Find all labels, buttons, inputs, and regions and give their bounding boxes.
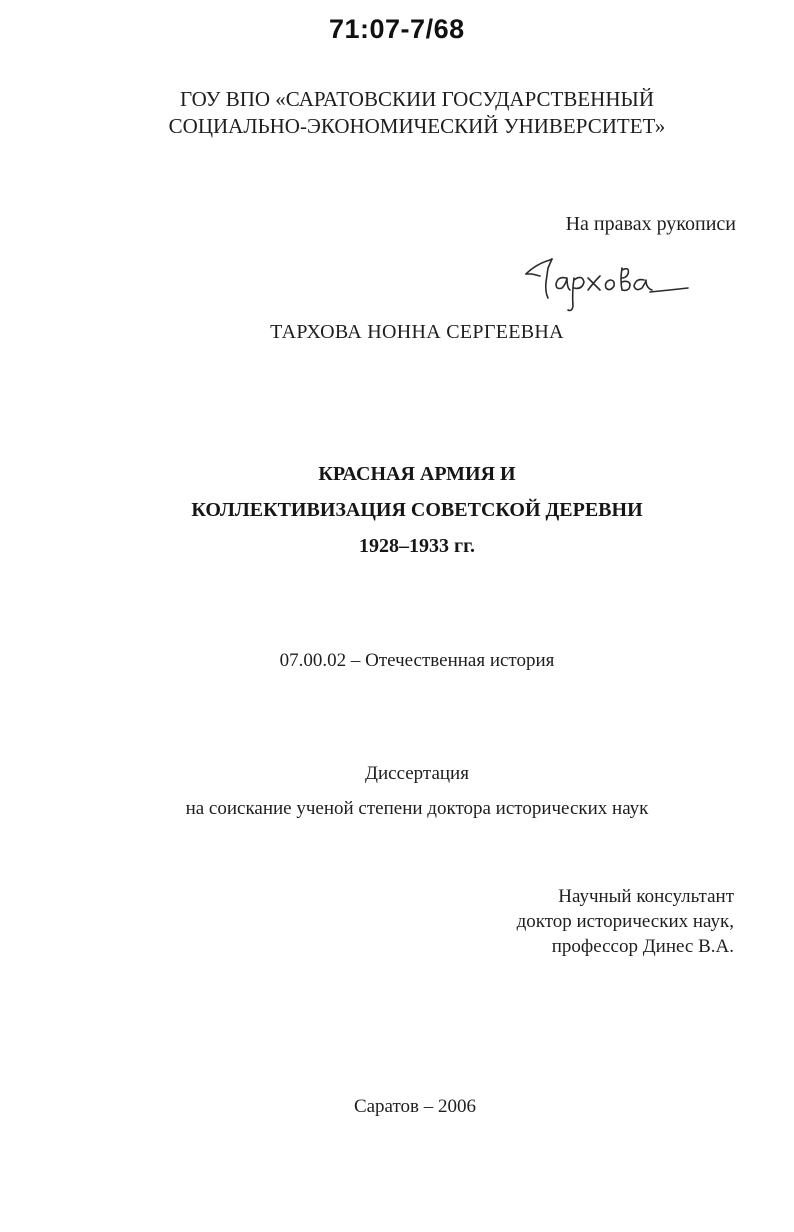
degree-line-2: на соискание ученой степени доктора исторических наук bbox=[185, 798, 649, 819]
title-years: 1928–1933 гг. bbox=[359, 535, 475, 557]
title-line-2: КОЛЛЕКТИВИЗАЦИЯ СОВЕТСКОЙ ДЕРЕВНИ bbox=[191, 499, 643, 521]
degree-statement bbox=[0, 756, 794, 826]
consultant-line-1: Научный консультант bbox=[558, 886, 734, 907]
institution-line-2: СОЦИАЛЬНО-ЭКОНОМИЧЕСКИЙ УНИВЕРСИТЕТ» bbox=[168, 114, 666, 138]
specialty-code: 07.00.02 – Отечественная история bbox=[279, 650, 555, 671]
manuscript-rights-note: На правах рукописи bbox=[565, 213, 736, 235]
author-name: ТАРХОВА НОННА СЕРГЕЕВНА bbox=[270, 321, 564, 343]
degree-line-1: Диссертация bbox=[365, 763, 469, 784]
consultant-line-2: доктор исторических наук, bbox=[516, 911, 734, 932]
dissertation-title bbox=[0, 456, 794, 564]
scientific-consultant bbox=[517, 884, 734, 959]
consultant-line-3: профессор Динес В.А. bbox=[551, 936, 734, 957]
title-line-1: КРАСНАЯ АРМИЯ И bbox=[318, 463, 516, 485]
catalog-number: 71:07-7/68 bbox=[329, 14, 465, 44]
handwritten-signature bbox=[522, 248, 692, 314]
institution-name bbox=[120, 86, 714, 140]
city-and-year: Саратов – 2006 bbox=[353, 1096, 477, 1117]
institution-line-1: ГОУ ВПО «САРАТОВСКИИ ГОСУДАРСТВЕННЫЙ bbox=[180, 87, 654, 111]
